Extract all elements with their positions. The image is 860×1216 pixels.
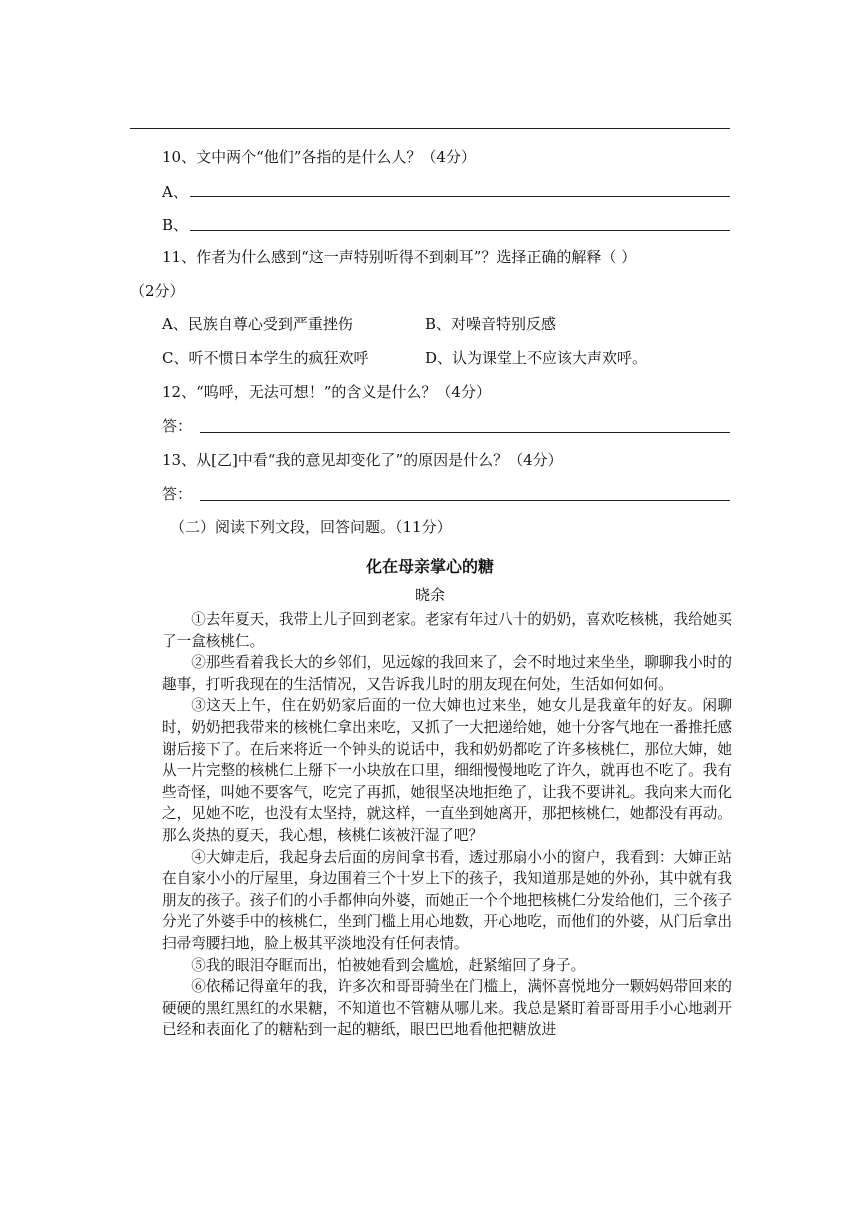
q10-answer-b-line[interactable] [190, 230, 730, 231]
q11-option-c: C、听不惯日本学生的疯狂欢呼 [162, 349, 369, 367]
q12-answer-line[interactable] [200, 432, 730, 433]
paragraph-4: ④大婶走后，我起身去后面的房间拿书看，透过那扇小小的窗户，我看到：大婶正站在自家小小的厅屋里，身边围着三个十岁上下的孩子，我知道那是她的外孙，其中就有我朋友的孩子。孩子们的小手都伸向外婆，而她正一个个地把核桃仁分发给他们，三个孩子分光了外婆手中的核桃仁，坐到门槛上用心地数，开心地吃，而他们的外婆，从门后拿出扫帚弯腰扫地，脸上极其平淡地没有任何表情。 [162, 848, 732, 952]
question-12: 12、“呜呼，无法可想！”的含义是什么？（4分） [162, 383, 491, 401]
article-title: 化在母亲掌心的糖 [365, 557, 494, 576]
q13-answer-line[interactable] [200, 500, 730, 501]
q10-answer-a-label: A、 [162, 183, 188, 201]
question-11: 11、作者为什么感到“这一声特别听得不到刺耳”？选择正确的解释（ ） [162, 248, 637, 266]
paragraph-1: ①去年夏天，我带上儿子回到老家。老家有年过八十的奶奶，喜欢吃核桃，我给她买了一盒核桃仁。 [162, 611, 732, 650]
paragraph-2: ②那些看着我长大的乡邻们，见远嫁的我回来了，会不时地过来坐坐，聊聊我小时的趣事，打听我现在的生活情况，又告诉我儿时的朋友现在何处，生活如何如何。 [162, 654, 732, 693]
question-10: 10、文中两个“他们”各指的是什么人？（4分） [162, 148, 476, 166]
q11-option-b: B、对噪音特别反感 [425, 315, 557, 333]
article-author: 晓余 [414, 586, 445, 604]
header-rule [130, 128, 730, 129]
q11-option-d: D、认为课堂上不应该大声欢呼。 [425, 349, 648, 367]
q10-answer-b-label: B、 [162, 216, 189, 234]
article-body [162, 609, 732, 1041]
paragraph-3: ③这天上午，住在奶奶家后面的一位大婶也过来坐，她女儿是我童年的好友。闲聊时，奶奶把我带来的核桃仁拿出来吃，又抓了一大把递给她，她十分客气地在一番推托感谢后接下了。在后来将近一个钟头的说话中，我和奶奶都吃了许多核桃仁，那位大婶，她从一片完整的核桃仁上掰下一小块放在口里，细细慢慢地吃了许久，就再也不吃了。我有些奇怪，叫她不要客气，吃完了再抓，她很坚决地拒绝了，让我不要讲礼。我向来大而化之，见她不吃，也没有太坚持，就这样，一直坐到她离开，那把核桃仁，她都没有再动。那么炎热的夏天，我心想，核桃仁该被汗湿了吧？ [162, 697, 732, 844]
q11-option-a: A、民族自尊心受到严重挫伤 [162, 315, 353, 333]
paragraph-5: ⑤我的眼泪夺眶而出，怕被她看到会尴尬，赶紧缩回了身子。 [191, 956, 586, 974]
question-13: 13、从[乙]中看“我的意见却变化了”的原因是什么？（4分） [162, 451, 563, 469]
section2-heading: （二）阅读下列文段，回答问题。（11分） [170, 518, 452, 536]
question-11-points: （2分） [130, 282, 185, 300]
q10-answer-a-line[interactable] [190, 196, 730, 197]
q12-answer-label: 答： [162, 417, 193, 435]
paragraph-6: ⑥依稀记得童年的我，许多次和哥哥骑坐在门槛上，满怀喜悦地分一颗妈妈带回来的硬硬的黑红黑红的水果糖，不知道也不管糖从哪儿来。我总是紧盯着哥哥用手小心地剥开已经和表面化了的糖粘到一起的糖纸，眼巴巴地看他把糖放进 [162, 978, 732, 1039]
q13-answer-label: 答： [162, 485, 193, 503]
